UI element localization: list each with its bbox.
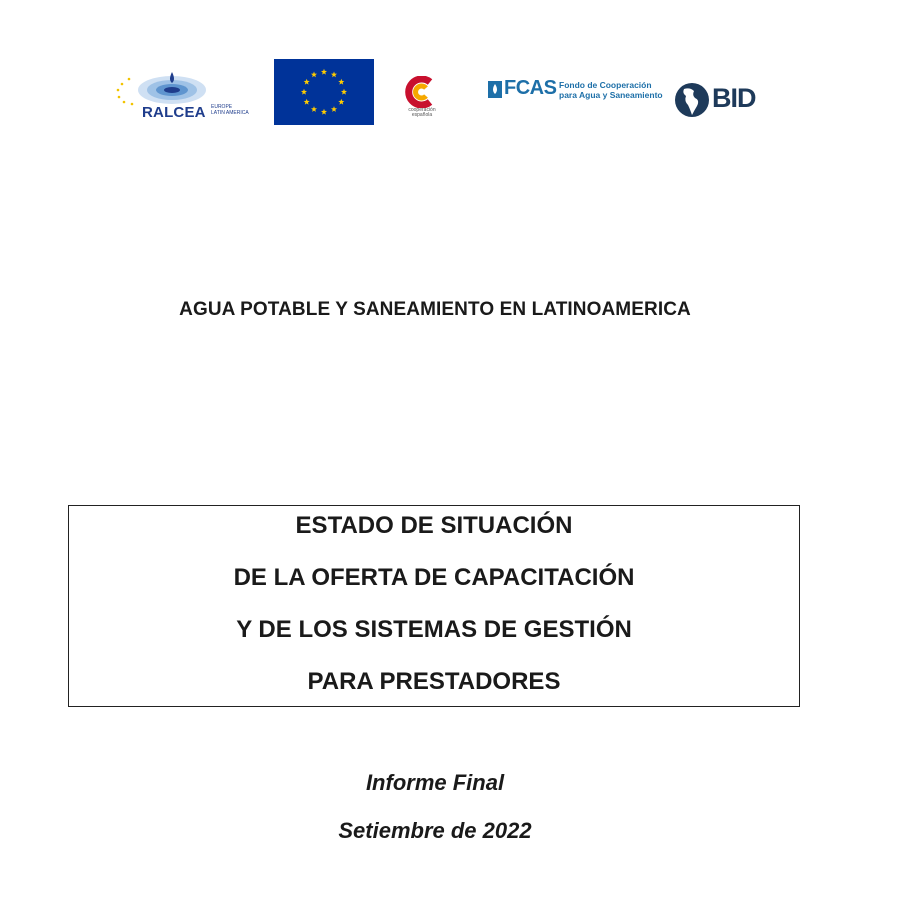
- partner-logos: [0, 56, 900, 128]
- cooperacion-espanola-logo: [400, 76, 444, 120]
- fcas-tagline-1: Fondo de Cooperación: [559, 80, 652, 90]
- cooperacion-line-2: española: [411, 112, 433, 118]
- fcas-logo: [488, 77, 663, 105]
- fcas-tagline-2: para Agua y Saneamiento: [559, 90, 663, 100]
- report-date: Setiembre de 2022: [338, 818, 532, 843]
- document-title-box: [68, 505, 800, 707]
- title-line-3: Y DE LOS SISTEMAS DE GESTIÓN: [236, 616, 632, 643]
- fcas-wordmark: FCAS: [504, 77, 557, 99]
- report-type: Informe Final: [365, 770, 505, 795]
- eu-flag-icon: [274, 59, 374, 125]
- cooperacion-espanola-icon: [400, 76, 444, 108]
- bid-logo: [674, 80, 774, 120]
- americas-globe-icon: [674, 82, 710, 118]
- eu-flag-logo: [274, 59, 374, 125]
- bid-wordmark: BID: [712, 83, 756, 113]
- ralcea-logo: [114, 68, 259, 126]
- ralcea-tagline-1: EUROPE: [211, 104, 233, 110]
- fcas-tagline: [559, 80, 663, 100]
- title-line-2: DE LA OFERTA DE CAPACITACIÓN: [233, 564, 635, 591]
- ralcea-wordmark: RALCEA: [142, 104, 206, 121]
- title-line-4: PARA PRESTADORES: [307, 668, 561, 695]
- document-subtitle: AGUA POTABLE Y SANEAMIENTO EN LATINOAMERICA: [179, 299, 691, 320]
- water-drop-ripple-icon: [114, 68, 259, 108]
- ralcea-tagline: [211, 104, 249, 116]
- water-drop-icon: [488, 81, 502, 98]
- title-line-1: ESTADO DE SITUACIÓN: [295, 512, 573, 539]
- cooperacion-text: [400, 108, 444, 118]
- ralcea-tagline-2: LATIN AMERICA: [211, 110, 249, 116]
- cooperacion-line-1: cooperación: [408, 107, 436, 113]
